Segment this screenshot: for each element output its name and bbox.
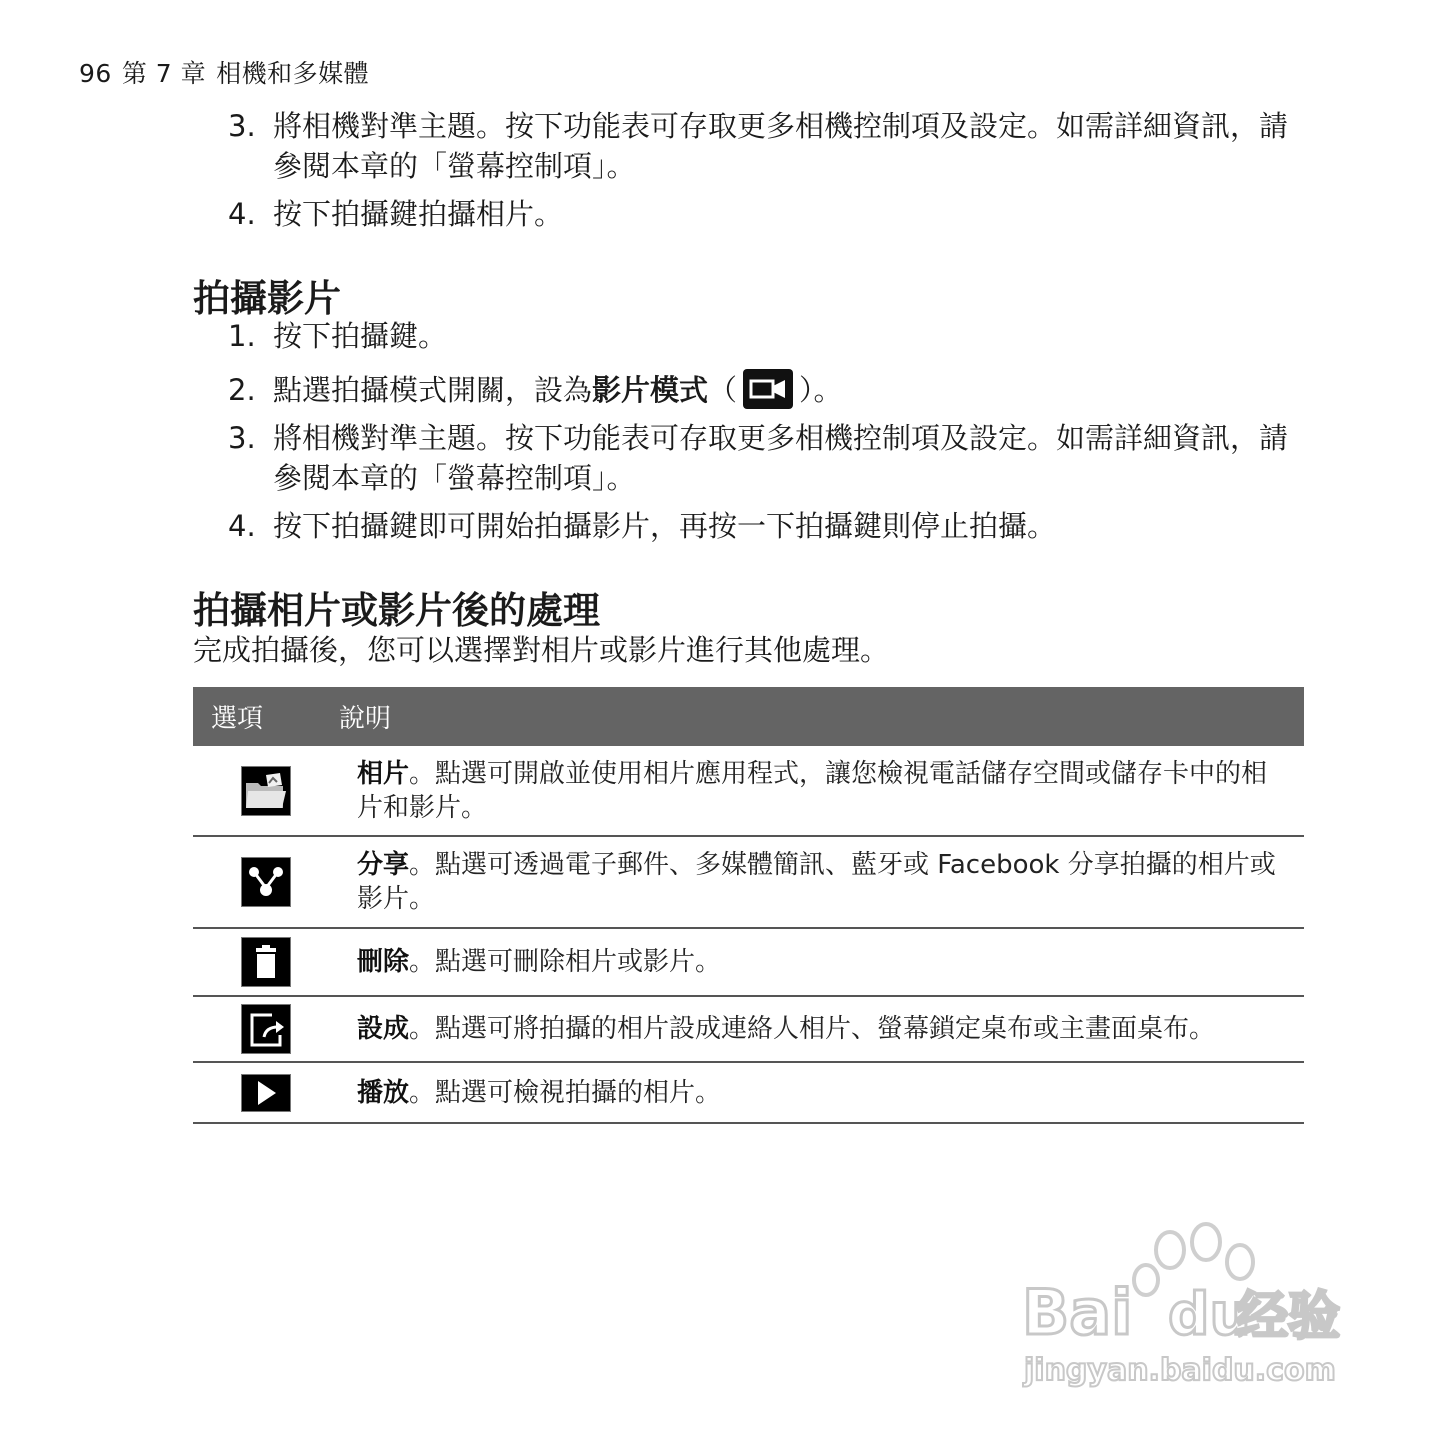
step-number: 4. [228,197,256,231]
step-text: 按下拍攝鍵。 [273,319,448,353]
step-text [273,370,1308,412]
photo-steps-list [228,106,1308,234]
option-text: 。點選可開啟並使用相片應用程式，讓您檢視電話儲存空間或儲存卡中的相片和影片。 [357,758,1268,823]
option-label: 刪除 [357,947,410,977]
video-mode-label: 影片模式 [592,373,709,407]
table-row [193,1062,1304,1123]
list-item [228,316,1308,356]
table-header-row [193,687,1304,746]
photo-album-icon[interactable] [241,766,291,816]
list-item [228,418,1308,498]
list-item [228,106,1308,186]
chapter-label: 第 7 章 [121,59,207,88]
option-text: 。點選可刪除相片或影片。 [409,947,722,977]
video-steps-list [228,316,1308,546]
table-row [193,746,1304,836]
option-description [339,1062,1304,1123]
set-as-icon[interactable] [241,1004,291,1054]
column-header-option: 選項 [193,687,339,746]
watermark-brand-left: Bai [1022,1276,1133,1349]
step-text: 按下拍攝鍵拍攝相片。 [273,197,564,231]
table-row [193,928,1304,996]
option-description [339,836,1304,928]
video-camera-icon [743,369,793,409]
option-text: 。點選可將拍攝的相片設成連絡人相片、螢幕鎖定桌布或主畫面桌布。 [409,1014,1216,1044]
option-description [339,996,1304,1062]
option-description [339,746,1304,836]
share-icon[interactable] [241,857,291,907]
option-label: 播放 [357,1077,410,1108]
step-number: 2. [228,373,256,407]
list-item [228,506,1308,546]
section-title-after: 拍攝相片或影片後的處理 [193,589,600,632]
trash-icon[interactable] [241,937,291,987]
watermark-url: jingyan.baidu.com [1024,1353,1336,1388]
page-header [79,54,369,90]
column-header-description: 說明 [339,687,1304,746]
option-label: 相片 [357,758,410,789]
paw-logo-icon [1018,1222,1358,1392]
paren-open: （ [708,373,738,407]
section-intro: 完成拍攝後，您可以選擇對相片或影片進行其他處理。 [193,633,890,667]
step-number: 3. [228,109,256,143]
step-number: 4. [228,509,256,543]
step-text-before: 點選拍攝模式開關，設為 [273,373,593,407]
option-text: 。點選可檢視拍攝的相片。 [409,1077,722,1108]
option-label: 設成 [357,1014,410,1044]
page-number: 96 [79,59,112,88]
option-description [339,928,1304,996]
step-text: 將相機對準主題。按下功能表可存取更多相機控制項及設定。如需詳細資訊，請參閱本章的「螢幕控制項」。 [273,421,1289,495]
chapter-title: 相機和多媒體 [216,59,370,88]
step-number: 3. [228,421,256,455]
list-item [228,194,1308,234]
option-text: 。點選可透過電子郵件、多媒體簡訊、藍牙或 Facebook 分享拍攝的相片或影片。 [357,850,1276,914]
step-text-after: ）。 [799,373,843,407]
watermark-brand-mid: du [1168,1280,1251,1348]
watermark-brand-right: 经验 [1236,1287,1341,1347]
baidu-jingyan-watermark [1018,1222,1358,1392]
table-row [193,836,1304,928]
section-title-video: 拍攝影片 [193,277,341,320]
option-label: 分享 [357,850,410,880]
list-item [228,370,1308,412]
step-number: 1. [228,319,256,353]
table-row [193,996,1304,1062]
step-text: 將相機對準主題。按下功能表可存取更多相機控制項及設定。如需詳細資訊，請參閱本章的「螢幕控制項」。 [273,109,1289,183]
options-table [193,687,1304,1124]
step-text: 按下拍攝鍵即可開始拍攝影片，再按一下拍攝鍵則停止拍攝。 [273,509,1057,543]
play-icon[interactable] [241,1074,291,1112]
